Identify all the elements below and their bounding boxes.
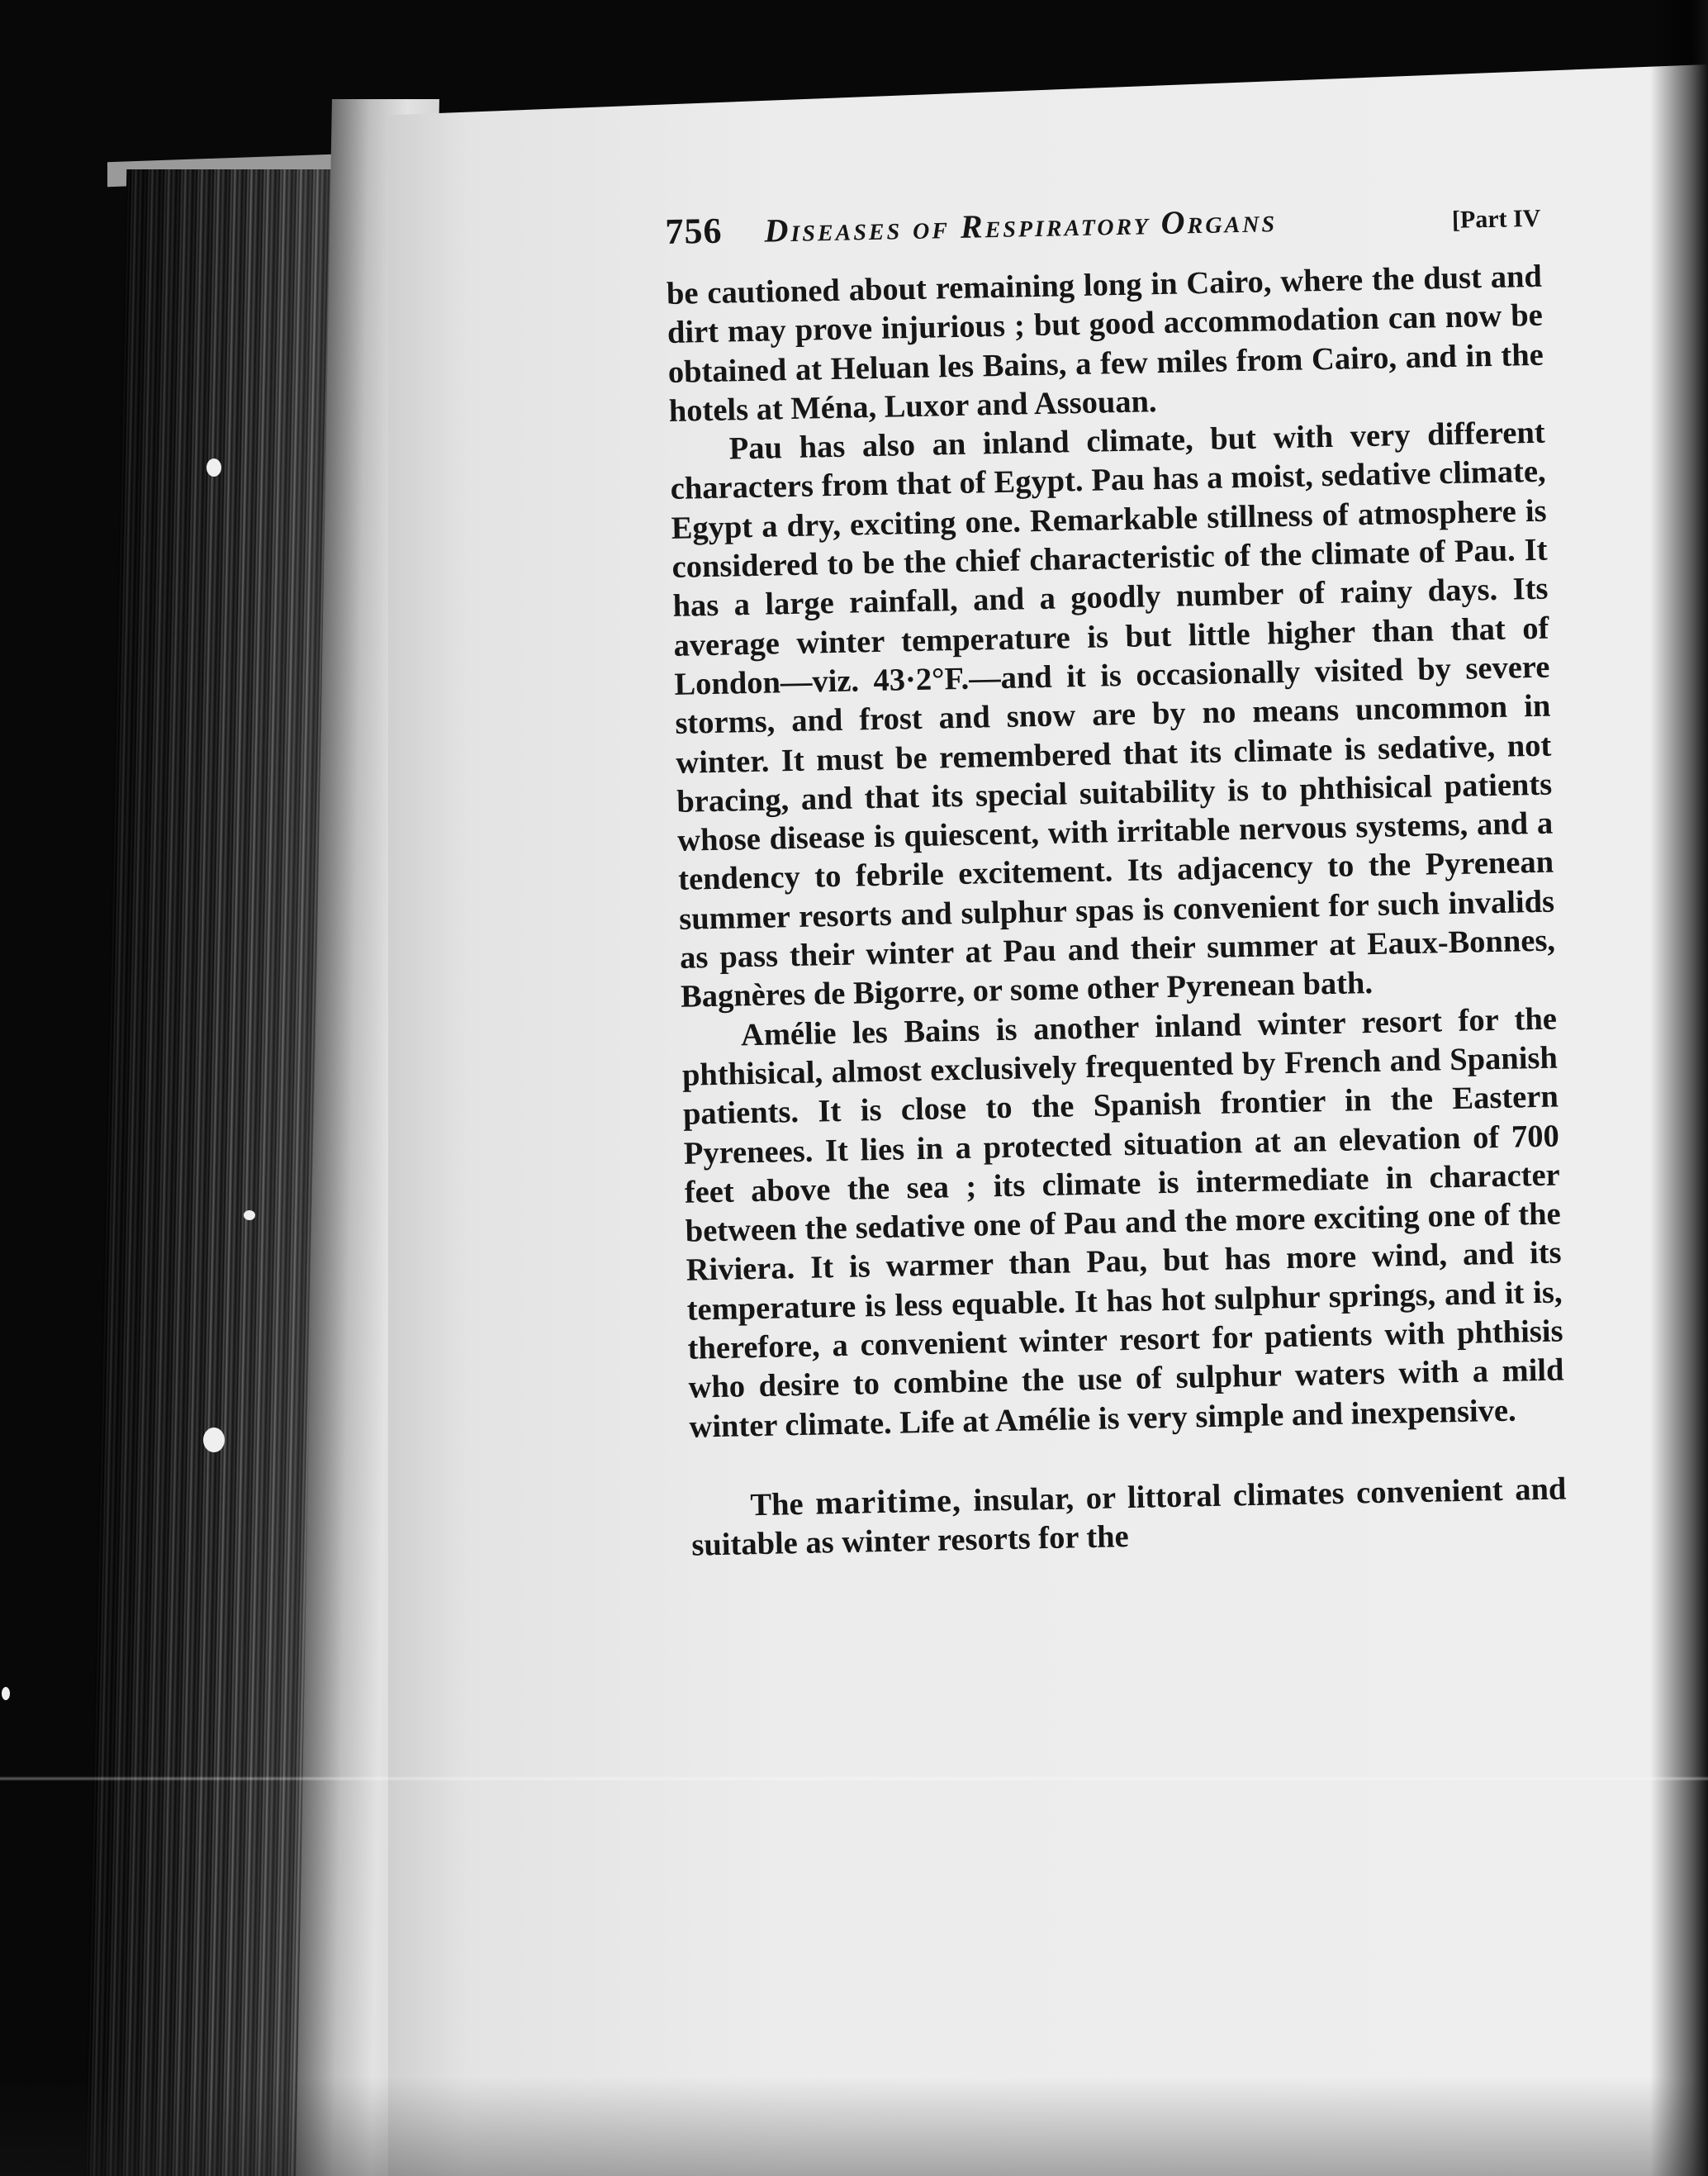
paragraph-rest: insular, or littoral climates convenient and suitable as winter resorts for the [691, 1471, 1567, 1563]
paragraph-lead: The [750, 1486, 804, 1523]
scan-artifact-line [0, 1776, 1708, 1781]
paragraph-cairo: be cautioned about remaining long in Cairo, where the dust and dirt may prove injurious ; but good accommodation can now be obtained at Heluan les Bains, a few miles from Cairo, and in the hotels at Ména, Luxor and Assouan. [666, 259, 1544, 429]
dust-speck [203, 1428, 225, 1452]
page-text [665, 193, 1568, 1565]
running-head-part: [Part IV [1451, 204, 1541, 234]
running-head-title: Diseases of Respiratory Organs [764, 202, 1278, 249]
dust-speck [244, 1210, 255, 1220]
paragraph-pau: Pau has also an inland climate, but with very different characters from that of Egypt. Pau has a moist, sedative climate, Egypt a dry, exciting one. Remarkable stillness of atmosphere is considered to be the chief characteristic of the climate of Pau. It has a large rainfall, and a goodly number of rainy days. Its average winter temperature is but little higher than that of London—viz. 43·2°F.—and it is occasionally visited by severe storms, and frost and snow are by no means uncommon in winter. It must be remembered that its climate is sedative, not bracing, and that its special suitability is to phthisical patients whose disease is quiescent, with irritable nervous systems, and a tendency to febrile excitement. Its adjacency to the Pyrenean summer resorts and sulphur spas is convenient for such invalids as pass their winter at Pau and their summer at Eaux-Bonnes, Bagnères de Bigorre, or some other Pyrenean bath. [670, 415, 1556, 1015]
dust-speck [206, 458, 221, 477]
bottom-shadow [0, 2077, 1708, 2176]
dust-speck [2, 1687, 10, 1700]
right-shadow [1650, 0, 1708, 2176]
page-number: 756 [665, 210, 723, 252]
paragraph-amelie: Amélie les Bains is another inland winter resort for the phthisical, almost exclusively frequented by French and Spanish patients. It is close to the Spanish frontier in the Eastern Pyrenees. It lies in a protected situation at an elevation of 700 feet above the sea ; its climate is intermediate in character between the sedative one of Pau and the more exciting one of the Riviera. It is warmer than Pau, but has more wind, and its temperature is less equable. It has hot sulphur springs, and it is, therefore, a convenient winter resort for patients with phthisis who desire to combine the use of sulphur waters with a mild winter climate. Life at Amélie is very simple and inexpensive. [681, 1001, 1564, 1445]
bold-term-maritime: maritime, [814, 1481, 962, 1522]
